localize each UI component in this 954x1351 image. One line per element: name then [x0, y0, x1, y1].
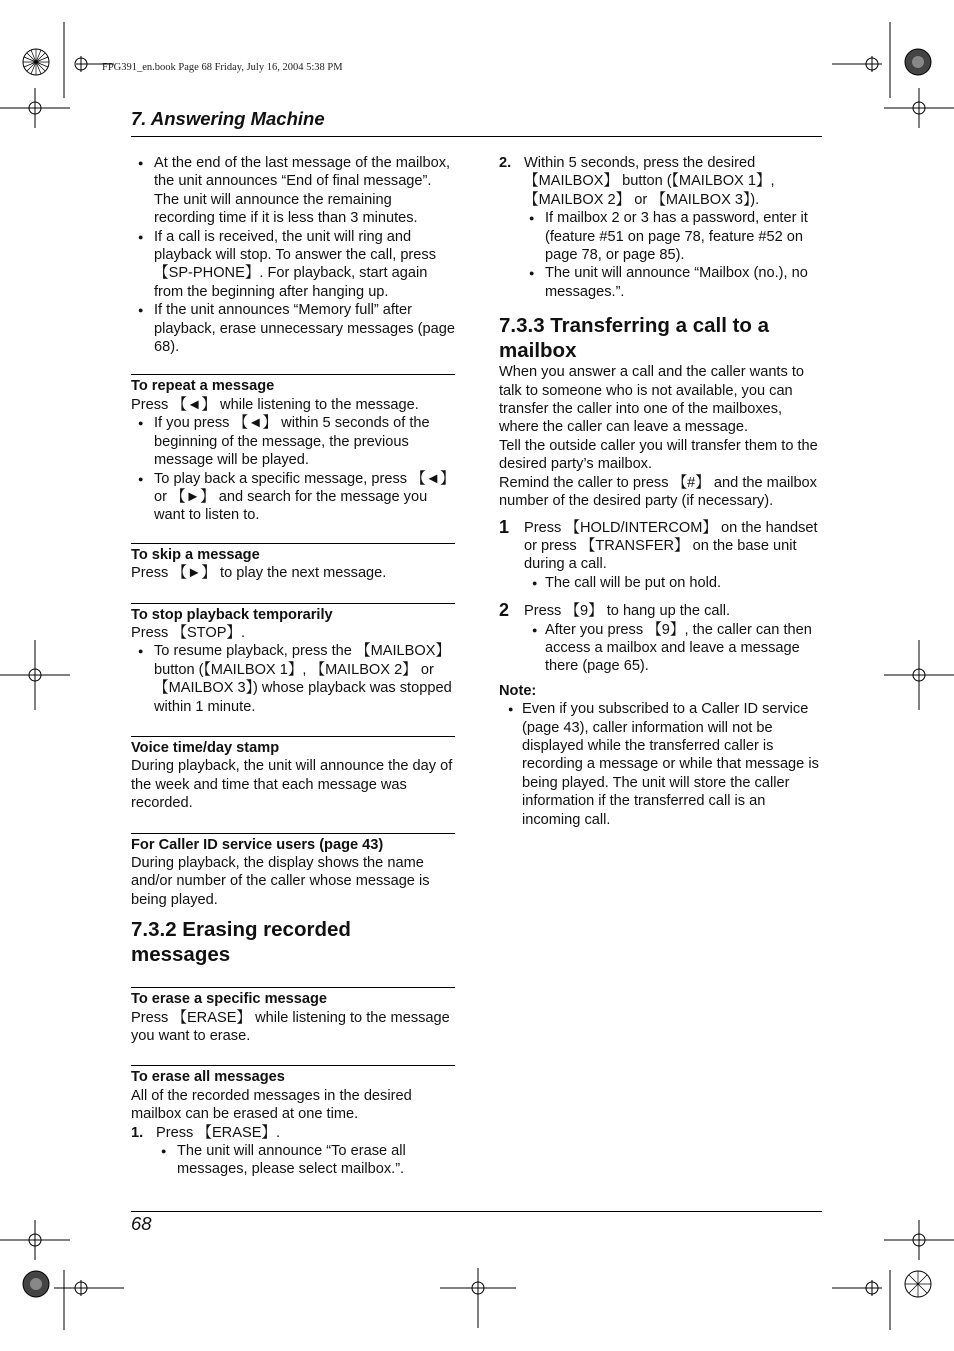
note-label: Note: [499, 682, 537, 699]
step-number: 2 [499, 600, 510, 621]
step-number: 2. [499, 155, 512, 171]
left-column [131, 154, 455, 1179]
list-item: ● The unit will announce “Mailbox (no.), no messages.”. [499, 264, 823, 301]
step-number: 1 [499, 516, 510, 537]
list-item: ● After you press 【9】, the caller can then access a mailbox and leave a message there (page 65). [499, 621, 823, 676]
heading-transferring: 7.3.3 Transferring a call to a mailbox [499, 314, 770, 363]
list-item: ● The call will be put on hold. [499, 574, 823, 592]
subheading-skip: To skip a message [131, 543, 455, 564]
crosshair-mark-icon [0, 640, 70, 710]
subheading-caller-id: For Caller ID service users (page 43) [131, 833, 455, 854]
step-text: Press 【HOLD/INTERCOM】 on the handset or press 【TRANSFER】 on the base unit during a call. [524, 519, 818, 573]
list-item: ● If the unit announces “Memory full” after playback, erase unnecessary messages (page 68). [131, 301, 455, 356]
step-text: Within 5 seconds, press the desired 【MAILBOX】 button (【MAILBOX 1】, 【MAILBOX 2】 or 【MAILBOX 3】). [524, 155, 775, 208]
transfer-intro: Tell the outside caller you will transfer them to the desired party’s mailbox. [499, 437, 818, 473]
list-item: ● The unit will announce “To erase all messages, please select mailbox.”. [131, 1142, 455, 1179]
heading-erasing: 7.3.2 Erasing recorded messages [131, 918, 351, 967]
list-item: ● To play back a specific message, press 【◄】 or 【►】 and search for the message you want to listen to. [131, 470, 455, 525]
subheading-voice-stamp: Voice time/day stamp [131, 736, 455, 757]
footer-rule [131, 1211, 822, 1212]
transfer-intro: When you answer a call and the caller wants to talk to someone who is not available, you can transfer the caller into one of the mailboxes, where the caller can leave a message. [499, 364, 805, 436]
step-text: Press 【ERASE】. [156, 1124, 281, 1141]
crosshair-mark-icon [884, 88, 954, 128]
list-item: ● If you press 【◄】 within 5 seconds of the beginning of the message, the previous message will be played. [131, 414, 455, 469]
crosshair-mark-icon [440, 1268, 516, 1338]
subheading-repeat: To repeat a message [131, 374, 455, 395]
step-2 [499, 154, 823, 209]
list-item: ● If mailbox 2 or 3 has a password, enter it (feature #51 on page 78, feature #52 on page 78, or page 85). [499, 209, 823, 264]
file-meta: FPG391_en.book Page 68 Friday, July 16, 2004 5:38 PM [102, 62, 343, 73]
step-text: Press 【9】 to hang up the call. [524, 603, 731, 620]
step-1 [131, 1124, 455, 1142]
erase-all-text: All of the recorded messages in the desired mailbox can be erased at one time. [131, 1087, 412, 1123]
stop-text: Press 【STOP】. [131, 624, 246, 641]
header-rule [131, 136, 822, 137]
crosshair-mark-icon [0, 88, 70, 128]
right-column [499, 154, 823, 829]
subheading-stop: To stop playback temporarily [131, 603, 455, 624]
crosshair-mark-icon [0, 1220, 70, 1260]
repeat-text: Press 【◄】 while listening to the message. [131, 396, 419, 413]
skip-text: Press 【►】 to play the next message. [131, 565, 387, 582]
transfer-intro: Remind the caller to press 【#】 and the mailbox number of the desired party (if necessary). [499, 474, 817, 510]
transfer-step-1 [499, 516, 823, 574]
erase-specific-text: Press 【ERASE】 while listening to the message you want to erase. [131, 1009, 450, 1045]
list-item: ● If a call is received, the unit will ring and playback will stop. To answer the call, press 【SP-PHONE】. For playback, start again from the beginning after hanging up. [131, 228, 455, 302]
section-title: 7. Answering Machine [131, 108, 325, 129]
subheading-erase-specific: To erase a specific message [131, 987, 455, 1008]
step-number: 1. [131, 1124, 144, 1141]
voice-stamp-text: During playback, the unit will announce the day of the week and time that each message was recorded. [131, 758, 453, 812]
crosshair-mark-icon [54, 1270, 124, 1340]
crosshair-mark-icon [884, 1220, 954, 1260]
crosshair-mark-icon [832, 1270, 902, 1340]
subheading-erase-all: To erase all messages [131, 1065, 455, 1086]
list-item: ● At the end of the last message of the mailbox, the unit announces “End of final message”. The unit will announce the remaining recording time if it is less than 3 minutes. [131, 154, 455, 228]
crosshair-mark-icon [884, 640, 954, 710]
list-item: ● To resume playback, press the 【MAILBOX】 button (【MAILBOX 1】, 【MAILBOX 2】 or 【MAILBOX 3】) whose playback was stopped within 1 minute. [131, 642, 455, 716]
page-number: 68 [131, 1213, 152, 1234]
note-item: ● Even if you subscribed to a Caller ID service (page 43), caller information will not be displayed while the transferred caller is recording a message or while that message is being played. The unit will store the caller information if the transferred call is an incoming call. [499, 700, 823, 829]
caller-id-text: During playback, the display shows the name and/or number of the caller whose message is being played. [131, 855, 430, 908]
transfer-step-2 [499, 602, 823, 620]
